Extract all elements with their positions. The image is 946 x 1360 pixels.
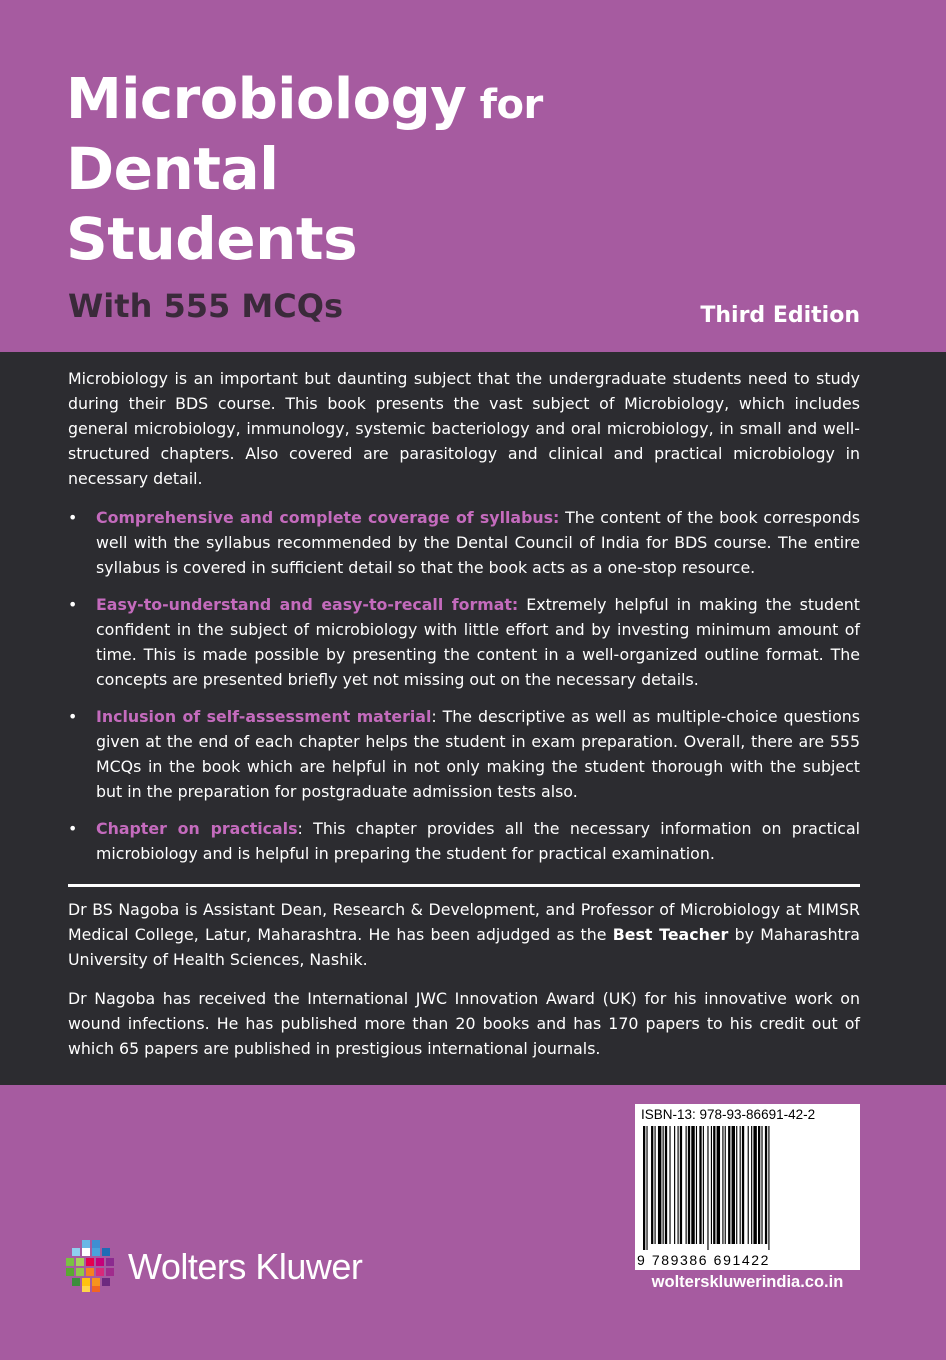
publisher-name: Wolters Kluwer — [128, 1246, 363, 1287]
isbn-label: ISBN-13: 978-93-86691-42-2 — [641, 1107, 816, 1122]
barcode-bar — [728, 1126, 730, 1244]
bio-p1-text: Dr BS Nagoba is Assistant Dean, Research & Development, and Professor of Microbiology at MIMSR Medical College, Latur, Maharashtra. He has been adjudged as the — [68, 900, 860, 944]
feature-heading: Comprehensive and complete coverage of syllabus: — [96, 508, 560, 527]
barcode-bar — [699, 1126, 701, 1244]
barcode-bar — [646, 1126, 647, 1250]
feature-item — [68, 592, 860, 692]
feature-heading: Inclusion of self-assessment material — [96, 707, 432, 726]
title-line-2: Dental — [66, 135, 279, 203]
barcode-bar — [758, 1126, 760, 1244]
bio-paragraph-1 — [68, 897, 860, 972]
title-line-3: Students — [66, 205, 358, 273]
bio-p1-end: by Maharashtra University of Health Sciences, Nashik. — [68, 925, 860, 969]
feature-text: : This chapter provides all the necessary information on practical microbiology and is helpful in preparing the student for practical examination. — [96, 819, 861, 863]
feature-item — [68, 816, 860, 866]
barcode-bar — [703, 1126, 704, 1244]
bio-paragraph-2: Dr Nagoba has received the International JWC Innovation Award (UK) for his innovative work on wound infections. He has published more than 20 books and has 170 papers to his credit out of which 65 papers are published in prestigious international journals. — [68, 989, 860, 1058]
barcode-digits: 9 789386 691422 — [637, 1252, 770, 1268]
feature-list — [68, 505, 860, 866]
barcode-bar — [678, 1126, 679, 1244]
barcode-bar — [722, 1126, 723, 1244]
bullet-icon: • — [68, 508, 78, 527]
barcode-bar — [707, 1126, 708, 1250]
barcode-bar — [751, 1126, 752, 1244]
barcode-bar — [717, 1126, 720, 1244]
bio-award: Best Teacher — [612, 925, 729, 944]
barcode-bar — [761, 1126, 762, 1244]
barcode-bar — [736, 1126, 737, 1244]
barcode-bar — [686, 1126, 687, 1244]
barcode-bar — [725, 1126, 726, 1244]
barcode-bar — [669, 1126, 670, 1244]
feature-heading: Chapter on practicals — [96, 819, 298, 838]
title-line-1 — [66, 66, 543, 139]
description-content — [68, 366, 860, 1075]
barcode-bar — [713, 1126, 715, 1244]
subtitle: With 555 MCQs — [68, 287, 343, 325]
feature-text: : The descriptive as well as multiple-choice questions given at the end of each chapter helps the student in exam preparation. Overall, there are 555 MCQs in the book which are helpful in not only making the student thorough with the subject but in the preparation for postgraduate admission tests also. — [96, 707, 861, 801]
barcode-bar — [688, 1126, 690, 1244]
title-main-word: Microbiology — [66, 67, 467, 132]
divider — [68, 884, 860, 887]
barcode-panel — [635, 1104, 860, 1270]
publisher-website: wolterskluwerindia.co.in — [651, 1273, 844, 1291]
feature-text: The content of the book corresponds well with the syllabus recommended by the Dental Council of India for BDS course. The entire syllabus is covered in sufficient detail so that the book acts as a one-stop resource. — [96, 508, 860, 577]
feature-heading: Easy-to-understand and easy-to-recall format: — [96, 595, 519, 614]
intro-paragraph: Microbiology is an important but daunting subject that the undergraduate students need to study during their BDS course. This book presents the vast subject of Microbiology, which includes general microbiology, immunology, systemic bacteriology and oral microbiology, in small and well-structured chapters. Also covered are parasitology and clinical and practical microbiology in necessary detail. — [68, 369, 860, 488]
feature-item — [68, 505, 860, 580]
barcode-bar — [655, 1126, 656, 1244]
author-bio — [68, 897, 860, 1061]
barcode-icon — [639, 1126, 856, 1250]
wolters-kluwer-mosaic-icon — [66, 1240, 118, 1292]
barcode-bar — [663, 1126, 664, 1244]
feature-text: Extremely helpful in making the student confident in the subject of microbiology with little effort and by investing minimum amount of time. This is made possible by presenting the content in a well-organized outline format. The concepts are presented briefly yet not missing out on the necessary details. — [96, 595, 860, 689]
bullet-icon: • — [68, 819, 78, 838]
barcode-bar — [691, 1126, 694, 1244]
barcode-bar — [651, 1126, 653, 1244]
barcode-bar — [748, 1126, 749, 1244]
barcode-bar — [658, 1126, 661, 1244]
barcode-bar — [696, 1126, 697, 1244]
barcode-bar — [768, 1126, 769, 1250]
barcode-bar — [732, 1126, 735, 1244]
edition-label: Third Edition — [700, 303, 860, 328]
barcode-bar — [742, 1126, 744, 1244]
bullet-icon: • — [68, 595, 78, 614]
barcode-bar — [765, 1126, 767, 1244]
barcode-bar — [740, 1126, 741, 1244]
barcode-bar — [674, 1126, 675, 1244]
title-for-word: for — [466, 82, 543, 128]
barcode-bar — [753, 1126, 756, 1244]
barcode-bar — [711, 1126, 712, 1244]
bullet-icon: • — [68, 707, 78, 726]
feature-item — [68, 704, 860, 804]
barcode-bar — [665, 1126, 667, 1244]
barcode-bar — [643, 1126, 645, 1250]
barcode-bar — [680, 1126, 682, 1244]
